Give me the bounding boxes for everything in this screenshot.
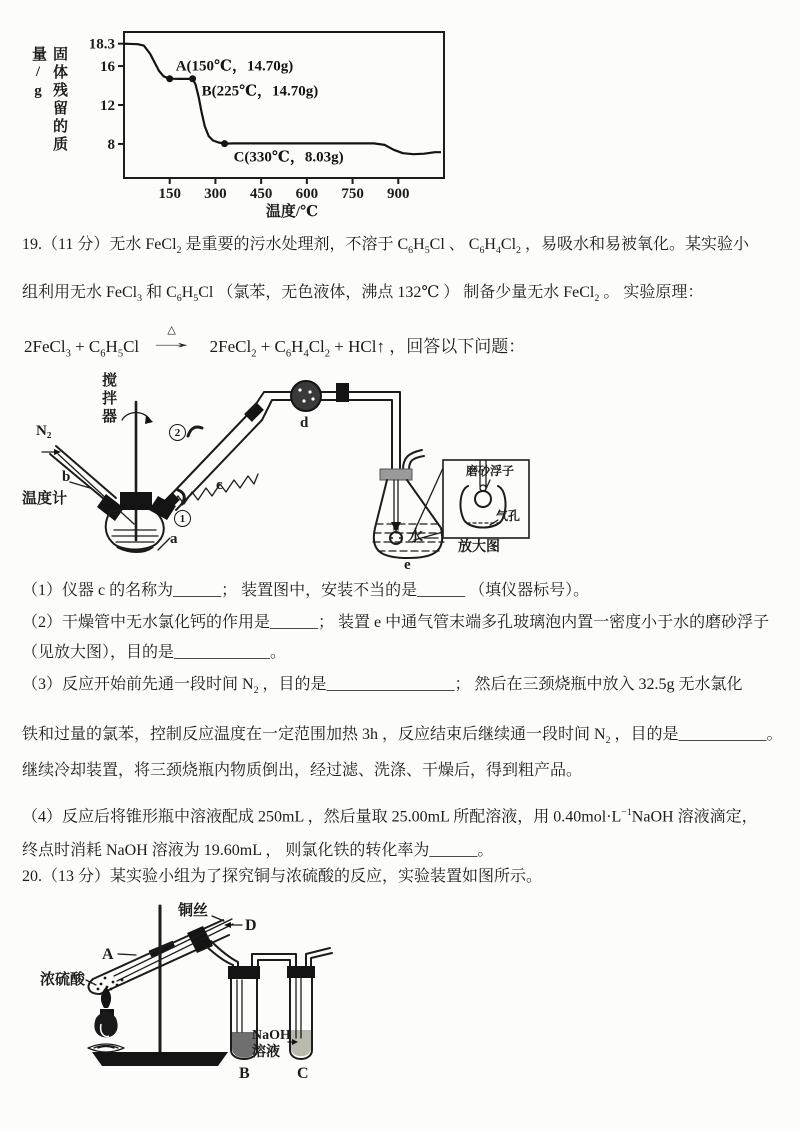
airhole-label: 气孔: [496, 509, 521, 523]
exit-tube: [306, 948, 332, 966]
q19-sub3-line2: 铁和过量的氯苯，控制反应温度在一定范围加热 3h ，反应结束后继续通一段时间 $N_2$ ，目的是___________。: [22, 726, 783, 747]
q19-sub2-line2: （见放大图），目的是____________。: [22, 644, 287, 661]
inlet-tube-b: [50, 446, 134, 524]
condenser-c: [164, 406, 262, 510]
thermogravimetric-chart: [26, 20, 456, 224]
q19-sub4-line1: （4）反应后将锥形瓶中溶液配成 250mL ，然后量取 25.00mL 所配溶液，用 $0.40mol\cdot L^{-1}NaOH$ 溶液滴定，: [22, 807, 758, 826]
stirrer-label: 搅拌器: [100, 372, 116, 426]
n2-label: N₂: [36, 423, 52, 439]
iron-stand: [92, 903, 228, 1066]
y-tick-label: 18.3: [88, 36, 115, 53]
port-2-marker: 2: [169, 424, 186, 441]
point-d-label: D: [245, 917, 257, 934]
x-tick-label: 750: [341, 186, 364, 202]
water-label: 水: [408, 529, 424, 545]
copper-wire: [114, 919, 233, 981]
port-1-marker: 1: [174, 510, 191, 527]
tube-c-label: C: [297, 1065, 309, 1082]
q19-intro-line2: 组利用无水 FeCl$_3$ 和 $C_6H_5Cl$ （氯苯，无色液体，沸点 132℃ ） 制备少量无水 FeCl$_2$ 。 实验原理：: [22, 284, 704, 305]
inset-caption: 放大图: [458, 540, 500, 555]
tube-b-stopper: [228, 966, 260, 979]
q19-sub4-line2: 终点时消耗 NaOH 溶液为 19.60mL ， 则氯化铁的转化率为______。: [22, 842, 494, 859]
x-tick-label: 600: [295, 186, 319, 202]
naoh-label-line1: NaOH: [252, 1028, 291, 1043]
x-tick-label: 450: [249, 186, 273, 202]
data-point-label-B: B(225℃，14.70g): [201, 83, 319, 100]
bulb-d-label: d: [300, 415, 309, 431]
data-point-A: [166, 75, 173, 82]
flask-e-label: e: [404, 557, 411, 573]
tube-c-stopper: [287, 966, 315, 978]
naoh-label-line2: 溶液: [252, 1045, 280, 1060]
thermometer-label: 温度计: [22, 491, 68, 507]
fecl2-apparatus-figure: [18, 372, 780, 574]
drying-bulb-d: [291, 381, 321, 411]
acid-label: 浓硫酸: [40, 972, 86, 988]
condenser-c-label: c: [216, 477, 223, 493]
q19-sub3-line1: （3）反应开始前先通一段时间 $N_2$ ，目的是________________； 然后在三颈烧瓶中放入 32.5g 无水氯化: [22, 676, 743, 697]
data-point-label-A: A(150℃，14.70g): [175, 58, 294, 75]
float-label: 磨砂浮子: [466, 464, 515, 478]
cu-h2so4-apparatus-figure: [40, 892, 382, 1124]
stirrer-rod: [122, 402, 153, 540]
chart-y-axis-label: 固体残留的质量/g: [30, 46, 67, 154]
flask-stopper: [380, 469, 412, 480]
q20-heading: 20.（13 分）某实验小组为了探究铜与浓硫酸的反应，实验装置如图所示。: [22, 868, 543, 885]
y-tick-label: 8: [107, 136, 115, 153]
x-tick-label: 150: [158, 186, 181, 202]
data-point-B: [189, 75, 196, 82]
arrow-shaft: →: [145, 333, 199, 352]
cu-h2so4-apparatus-drawing: [40, 892, 382, 1124]
q19-sub3-line3: 继续冷却装置，将三颈烧瓶内物质倒出，经过滤、洗涤、干燥后，得到粗产品。: [22, 762, 583, 779]
gas-line-to-flask: [252, 383, 400, 470]
tube-b-label: b: [62, 469, 71, 485]
center-stopper: [120, 492, 152, 510]
delta-heat-symbol: △: [167, 324, 176, 336]
equation-left: 2FeCl$_3$ + $C_6H_5Cl$: [24, 337, 140, 360]
q19-sub2-line1: （2）干燥管中无水氯化钙的作用是______； 装置 e 中通气管末端多孔玻璃泡内置一密度小于水的磨砂浮子: [22, 614, 770, 631]
copper-wire-label: 铜丝: [178, 903, 209, 919]
tube-b-label: B: [239, 1065, 250, 1082]
data-point-C: [221, 140, 228, 147]
alcohol-lamp: [88, 987, 124, 1052]
y-tick-label: 12: [100, 98, 115, 114]
q19-intro-line1: 19.（11 分）无水 FeCl$_2$ 是重要的污水处理剂，不溶于 $C_6H_5Cl$ 、 $C_6H_4Cl_2$ ，易吸水和易被氧化。某实验小: [22, 236, 749, 257]
chart-plot: [52, 20, 456, 224]
y-tick-label: 16: [100, 59, 115, 76]
connector-b-c: [252, 954, 296, 966]
chart-x-axis-label: 温度/℃: [265, 204, 319, 220]
tube-a-label: A: [102, 946, 114, 963]
left-neck-connector: [97, 494, 124, 521]
reaction-arrow: [143, 324, 205, 355]
equation-right: 2FeCl$_2$ + $C_6H_4Cl_2$ + HCl↑ ，回答以下问题：: [209, 337, 526, 360]
q19-reaction-equation: [24, 324, 526, 360]
x-tick-label: 900: [387, 186, 410, 202]
fecl2-apparatus-drawing: [18, 372, 780, 574]
q19-sub1: （1）仪器 c 的名称为______； 装置图中，安装不当的是______ （填仪器标号）。: [22, 582, 590, 599]
data-point-label-C: C(330℃，8.03g): [233, 149, 344, 166]
flask-a-label: a: [170, 531, 178, 547]
x-tick-label: 300: [204, 186, 227, 202]
